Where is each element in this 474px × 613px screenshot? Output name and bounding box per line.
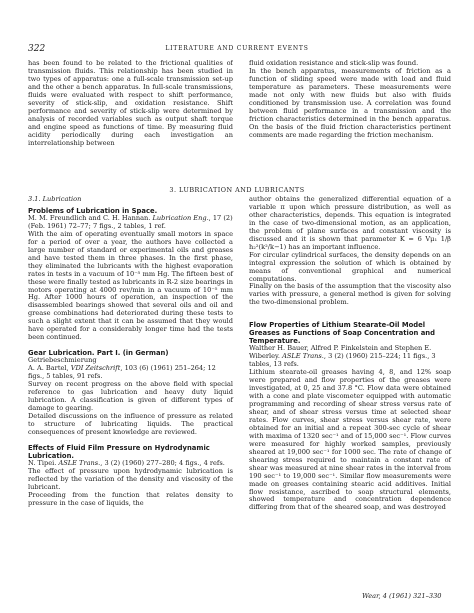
top-left-column: [28, 60, 233, 184]
top-right-column: [249, 60, 451, 184]
article-citation: [249, 345, 451, 369]
article-title: Flow Properties of Lithium Stearate-Oil Model Greases as Functions of Soap Concentration and Temperature.: [249, 321, 435, 346]
article-subtitle: Getriebeschmierung: [28, 356, 97, 365]
journal-name: ASLE Trans.: [282, 352, 324, 361]
article-abstract: With the aim of operating eventually small motors in space for a period of over a year, the authors have collected a large number of standard or experimental oils and greases and have tested them in three phases. In the first phase, they eliminated the lubricants with the highest evaporation rates in tests in a vacuum of 10⁻⁵ mm Hg. The fifteen best of these were finally tested as lubricants in R-2 size bearings in motors operating at 4000 rev/min in a vacuum of 10⁻⁵ mm Hg. After 1000 hours of operation, an inspection of the disassembled bearings showed that several oils and oil and grease combinations had deteriorated during these tests to such a slight extent that it can be assumed that they would have operated for a considerably longer time had the tests been continued.: [28, 229, 233, 342]
article-citation: [28, 215, 233, 231]
citation-details: , 3 (2) (1960) 215–224; 11 figs., 3 tables, 13 refs.: [249, 352, 436, 369]
journal-footer: Wear, 4 (1961) 321–330: [362, 592, 442, 600]
article-title: Problems of Lubrication in Space.: [28, 206, 158, 215]
journal-name: ASLE Trans.: [58, 458, 101, 467]
article-abstract: Lithium stearate-oil greases having 4, 8, and 12% soap were prepared and flow properties of the greases were investigated, at 0, 25 and 37.8 °C. Flow data were obtained with a cone and plate viscometer equipped with automatic programming and recording of shear stress versus rate of shear, and of shear stress versus time at selected shear rates. Flow curves, shear stress versus shear rate, were obtained for an initial and a repeat 300-sec cycle of shear with maxima of 1320 sec⁻¹ and of 15,000 sec⁻¹. Flow curves were measured for highly worked samples, previously sheared at 19,000 sec⁻¹ for 1000 sec. The rate of change of shearing stress required to maintain a constant rate of shear was measured at nine shear rates in the interval from 190 sec⁻¹ to 19,000 sec⁻¹. Similar flow measurements were made on greases containing stearic acid additives. Initial flow resistance, ascribed to soap structural elements, showed temperature and concentration dependence differing from that of the sheared soap, and was destroyed: [249, 368, 451, 512]
journal-name: VDI Zeitschrift: [70, 364, 121, 373]
subsection-heading: 3.1. Lubrication: [28, 195, 82, 203]
article-abstract: Proceeding from the function that relates density to pressure in the case of liquids, the: [28, 490, 233, 507]
article-abstract: Survey on recent progress on the above field with special reference to gas lubrication and heavy duty liquid lubrication. A classification is given of different types of damage to gearing.: [28, 380, 233, 412]
article-gear-lubrication: [28, 349, 233, 437]
citation-details: , 3 (2) (1960) 277–280; 4 figs., 4 refs.: [100, 458, 225, 467]
page-number: 322: [28, 44, 46, 54]
article-fluid-film-pressure: [28, 444, 233, 508]
authors: Walther H. Bauer, Alfred P. Finkelstein and Stephen E. Wiberley.: [249, 344, 432, 361]
article-abstract-continued: author obtains the generalized differential equation of a variable π upon which pressure distribution, as well as other characteristics, depends. This equation is integrated in the case of two-dimensional motion, as an application, the problem of plane surfaces and constant viscosity is discussed and it is shown that parameter K = 6 Vμ₁ 1/β h₂²(k²/k−1) has an important influence.: [249, 195, 451, 251]
article-citation: [28, 365, 233, 381]
article-abstract: Detailed discussions on the influence of pressure as related to structure of lubricating liquids. The practical consequences of present knowledge are reviewed.: [28, 411, 233, 436]
bench-apparatus-paragraph: In the bench apparatus, measurements of friction as a function of sliding speed were made with load and fluid temperature as parameters. These measurements were made not only with new fluids but also with fluids conditioned by transmission use. A correlation was found between fluid performance in a transmission and the friction characteristics determined in the bench apparatus. On the basis of the fluid friction characteristics pertinent comments are made regarding the friction mechanism.: [249, 66, 451, 139]
article-abstract-continued: Finally on the basis of the assumption that the viscosity also varies with pressure, a general method is given for solving the two-dimensional problem.: [249, 282, 451, 307]
citation-details: , 103 (6) (1961) 251–264; 12 figs., 5 tables, 91 refs.: [28, 364, 216, 381]
section-heading: 3. LUBRICATION AND LUBRICANTS: [169, 186, 305, 194]
running-title: LITERATURE AND CURRENT EVENTS: [165, 45, 309, 52]
article-lithium-stearate: [249, 321, 451, 512]
authors: A. A. Bartel,: [28, 364, 69, 373]
article-abstract: The effect of pressure upon hydrodynamic lubrication is reflected by the variation of the density and viscosity of the lubricant.: [28, 466, 233, 491]
left-column: [28, 196, 233, 507]
article-title: Effects of Fluid Film Pressure on Hydrodynamic Lubrication.: [28, 443, 210, 460]
authors: N. Tipei.: [28, 458, 57, 467]
citation-details: , 17 (2) (Feb. 1961) 72–77; 7 figs., 2 tables, 1 ref.: [28, 213, 233, 230]
article-abstract-continued: For circular cylindrical surfaces, the density depends on an integral expression the solution of which is obtained by means of conventional graphical and numerical computations.: [249, 250, 451, 283]
authors: M. M. Freundlich and C. H. Hannan.: [28, 213, 151, 222]
article-title: Gear Lubrication. Part I. (in German): [28, 349, 169, 358]
continued-paragraph: has been found to be related to the frictional qualities of transmission fluids. This relationship has been studied in two types of apparatus: one a full-scale transmission set-up and the other a bench apparatus. In full-scale transmissions, fluids were evaluated with respect to shift performance, severity of stick-slip, and oxidation resistance. Shift performance and severity of stick-slip were determined by analysis of recorded variables such as output shaft torque and engine speed as functions of time. By measuring fluid acidity periodically during each investigation an interrelationship between: [28, 60, 233, 147]
journal-name: Lubrication Eng.: [152, 213, 209, 222]
right-column: [249, 196, 451, 512]
article-space-lubrication: [28, 207, 233, 342]
continued-paragraph-end: fluid oxidation resistance and stick-slip was found.: [249, 60, 419, 67]
